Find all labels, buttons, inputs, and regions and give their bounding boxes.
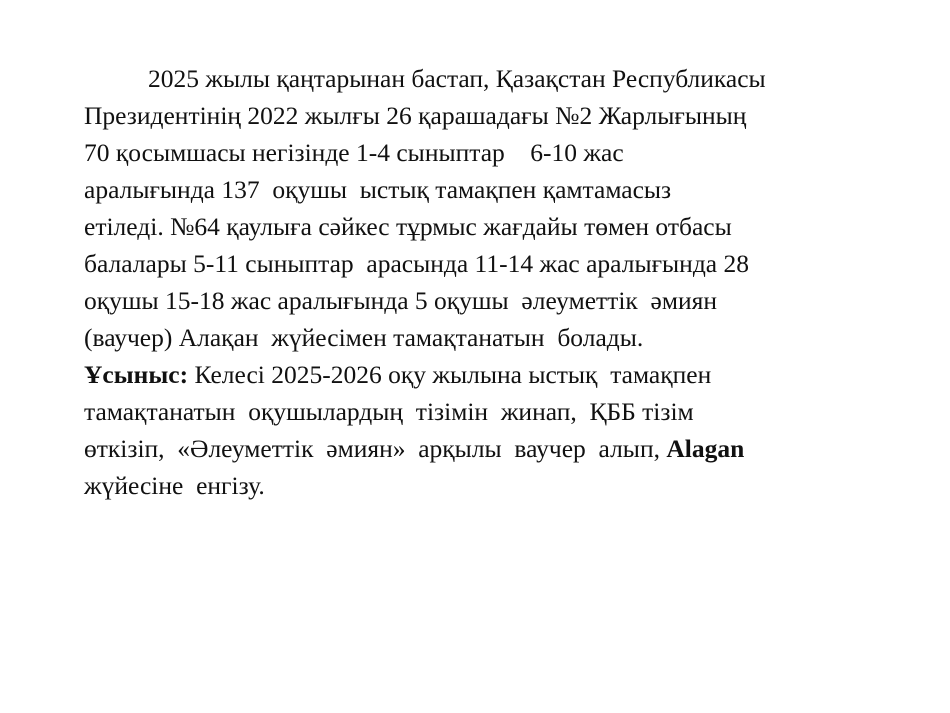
paragraph-line-5: етіледі. №64 қаулыға сәйкес тұрмыс жағдайы төмен отбасы xyxy=(84,212,732,241)
proposal-line-1 xyxy=(84,356,924,393)
proposal-line-1-text: Келесі 2025-2026 оқу жылына ыстық тамақпен xyxy=(188,360,712,389)
paragraph-line-3: 70 қосымшасы негізінде 1-4 сыныптар 6-10 жас xyxy=(84,138,624,167)
system-name: Alagan xyxy=(666,434,745,463)
paragraph-line-7: оқушы 15-18 жас аралығында 5 оқушы әлеуметтік әмиян xyxy=(84,286,718,315)
text-block xyxy=(84,60,924,504)
paragraph-line-1: 2025 жылы қаңтарынан бастап, Қазақстан Республикасы xyxy=(148,64,766,93)
proposal-line-2: тамақтанатын оқушылардың тізімін жинап, ҚББ тізім xyxy=(84,397,694,426)
paragraph-line-6: балалары 5-11 сыныптар арасында 11-14 жас аралығында 28 xyxy=(84,249,749,278)
proposal-label: Ұсыныс: xyxy=(84,360,189,389)
proposal-line-3-text: өткізіп, «Әлеуметтік әмиян» арқылы ваучер алып, xyxy=(84,434,667,463)
proposal-line-3 xyxy=(84,430,924,467)
paragraph-line-2: Президентінің 2022 жылғы 26 қарашадағы №2 Жарлығының xyxy=(84,101,747,130)
paragraph-line-4: аралығында 137 оқушы ыстық тамақпен қамтамасыз xyxy=(84,175,672,204)
proposal-line-4: жүйесіне енгізу. xyxy=(84,471,265,500)
paragraph-line-8: (ваучер) Алақан жүйесімен тамақтанатын болады. xyxy=(84,323,644,352)
